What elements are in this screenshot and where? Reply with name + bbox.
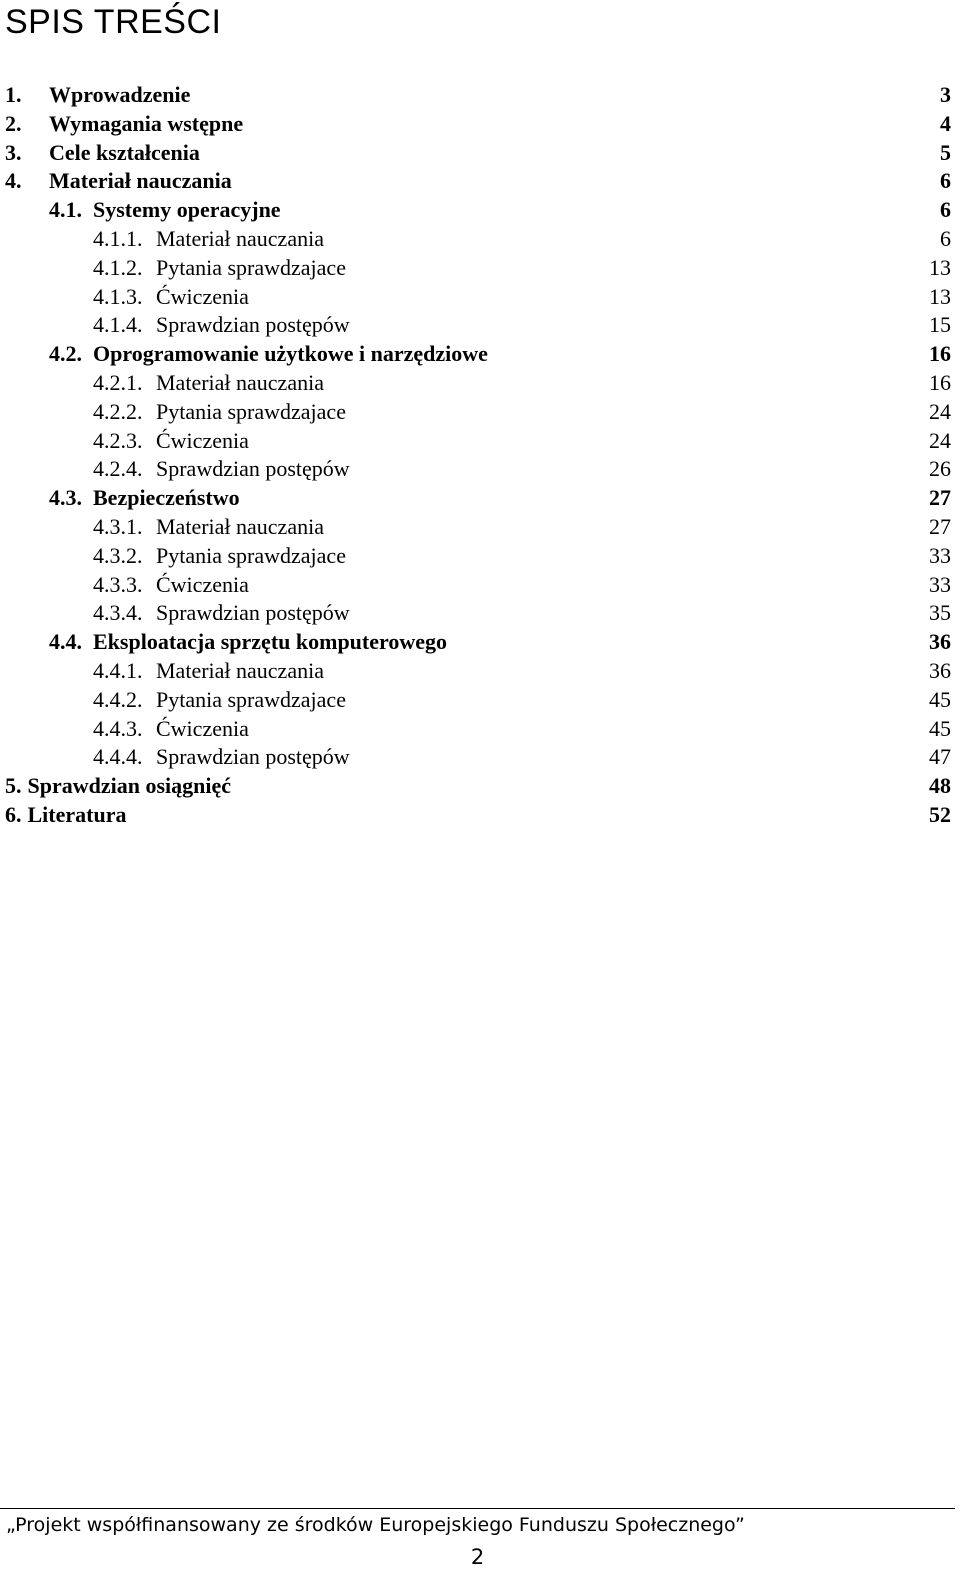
- page-number: 2: [470, 1545, 485, 1569]
- toc-entry-title: Wymagania wstępne: [49, 110, 244, 136]
- toc-entry[interactable]: [0, 426, 960, 455]
- toc-entry[interactable]: [0, 771, 960, 800]
- toc-entry-number: 4.3.2.: [93, 542, 143, 568]
- toc-entry-title: Sprawdzian osiągnięć: [27, 773, 232, 799]
- toc-entry[interactable]: [0, 282, 960, 311]
- toc-entry[interactable]: [0, 195, 960, 224]
- toc-entry-title: Cele kształcenia: [49, 139, 200, 165]
- toc-entry-number: 4.2.4.: [93, 456, 143, 482]
- toc-entry-number: 4.1.: [49, 197, 82, 223]
- toc-entry-number: 4.2.1.: [93, 370, 143, 395]
- toc-entry[interactable]: [0, 310, 960, 339]
- toc-entry-title: Ćwiczenia: [156, 571, 249, 597]
- toc-entry-number: 3.: [5, 139, 22, 165]
- toc-entry-page: 33: [929, 542, 951, 568]
- toc-entry-title: Materiał nauczania: [156, 514, 324, 539]
- toc-entry-title: Pytania sprawdzajace: [156, 254, 346, 280]
- toc-entry-page: 26: [929, 456, 951, 482]
- toc-entry-number: 2.: [5, 110, 22, 136]
- toc-entry-title: Pytania sprawdzajace: [156, 686, 346, 712]
- toc-entry-number: 4.1.2.: [93, 254, 143, 280]
- toc-entry[interactable]: [0, 339, 960, 368]
- toc-entry[interactable]: [0, 397, 960, 426]
- toc-entry-number: 4.1.4.: [93, 312, 143, 338]
- toc-entry-page: 52: [929, 802, 951, 827]
- toc-entry[interactable]: [0, 541, 960, 570]
- toc-entry-page: 15: [929, 312, 951, 338]
- toc-entry-page: 33: [929, 571, 951, 597]
- toc-entry[interactable]: [0, 166, 960, 195]
- toc-entry-page: 4: [940, 110, 951, 136]
- toc-entry-page: 6: [940, 168, 951, 194]
- toc-entry-title: Eksploatacja sprzętu komputerowego: [93, 629, 448, 655]
- toc-entry-title: Systemy operacyjne: [93, 197, 281, 223]
- toc-entry-page: 24: [929, 427, 951, 453]
- toc-entry-page: 48: [929, 773, 951, 799]
- toc-entry-page: 36: [929, 658, 951, 683]
- toc-entry-page: 27: [929, 514, 951, 539]
- toc-entry[interactable]: [0, 656, 960, 685]
- toc-entry-number: 5.: [5, 773, 22, 799]
- toc-entry[interactable]: [0, 138, 960, 167]
- toc-entry-number: 4.4.2.: [93, 686, 143, 712]
- toc-entry-number: 4.4.4.: [93, 744, 143, 770]
- toc-entry[interactable]: [0, 742, 960, 771]
- footer-text: „Projekt współfinansowany ze środków Europejskiego Funduszu Społecznego”: [6, 1514, 745, 1536]
- toc-entry-number: 4.2.: [49, 341, 82, 367]
- toc-entry[interactable]: [0, 224, 960, 253]
- toc-entry-number: 4.2.2.: [93, 398, 143, 424]
- toc-entry-number: 4.1.3.: [93, 283, 143, 309]
- toc-entry-number: 1.: [5, 82, 22, 107]
- toc-entry-page: 6: [940, 226, 951, 251]
- toc-entry-page: 45: [929, 715, 951, 741]
- toc-entry-number: 4.2.3.: [93, 427, 143, 453]
- toc-entry-page: 5: [940, 139, 951, 165]
- toc-entry-page: 13: [929, 254, 951, 280]
- toc-entry[interactable]: [0, 598, 960, 627]
- toc-entry-title: Sprawdzian postępów: [156, 456, 350, 482]
- toc-entry[interactable]: [0, 80, 960, 109]
- toc-entry-title: Ćwiczenia: [156, 715, 249, 741]
- toc-entry-number: 4.: [5, 168, 22, 194]
- toc-entry[interactable]: [0, 483, 960, 512]
- page-title: SPIS TREŚCI: [5, 3, 222, 41]
- toc-entry-title: Materiał nauczania: [156, 658, 324, 683]
- toc-entry-number: 6.: [5, 802, 22, 827]
- toc-entry-page: 13: [929, 283, 951, 309]
- toc-entry-page: 47: [929, 744, 951, 770]
- toc-entry-title: Materiał nauczania: [49, 168, 232, 194]
- toc-entry-title: Materiał nauczania: [156, 370, 324, 395]
- toc-entry[interactable]: [0, 714, 960, 743]
- toc-entry[interactable]: [0, 109, 960, 138]
- toc-entry-title: Literatura: [27, 802, 127, 827]
- toc-entry-title: Ćwiczenia: [156, 427, 249, 453]
- toc-entry[interactable]: [0, 627, 960, 656]
- toc-entry-title: Ćwiczenia: [156, 283, 249, 309]
- toc-entry-page: 24: [929, 398, 951, 424]
- toc-entry-title: Sprawdzian postępów: [156, 744, 350, 770]
- toc-entry-page: 16: [929, 370, 951, 395]
- toc-entry-number: 4.4.3.: [93, 715, 143, 741]
- toc-entry-number: 4.4.: [49, 629, 82, 655]
- toc-entry-title: Sprawdzian postępów: [156, 600, 350, 626]
- toc-entry-number: 4.3.1.: [93, 514, 143, 539]
- toc-entry-title: Bezpieczeństwo: [93, 485, 240, 511]
- toc-entry-title: Pytania sprawdzajace: [156, 398, 346, 424]
- toc-entry-number: 4.4.1.: [93, 658, 143, 683]
- toc-entry-page: 27: [929, 485, 951, 511]
- toc-entry-number: 4.1.1.: [93, 226, 143, 251]
- footer-divider: [0, 1508, 955, 1509]
- toc-entry[interactable]: [0, 253, 960, 282]
- toc-entry-page: 45: [929, 686, 951, 712]
- toc-entry[interactable]: [0, 368, 960, 397]
- toc-entry-title: Sprawdzian postępów: [156, 312, 350, 338]
- toc-entry-title: Pytania sprawdzajace: [156, 542, 346, 568]
- toc-entry-title: Oprogramowanie użytkowe i narzędziowe: [93, 341, 488, 367]
- toc-entry-title: Wprowadzenie: [49, 82, 191, 107]
- toc-entry-page: 6: [940, 197, 951, 223]
- toc-entry[interactable]: [0, 454, 960, 483]
- toc-entry[interactable]: [0, 570, 960, 599]
- toc-entry-number: 4.3.3.: [93, 571, 143, 597]
- toc-entry-page: 16: [929, 341, 951, 367]
- toc-entry[interactable]: [0, 512, 960, 541]
- toc-entry[interactable]: [0, 685, 960, 714]
- toc-entry-number: 4.3.: [49, 485, 82, 511]
- toc-entry-title: Materiał nauczania: [156, 226, 324, 251]
- toc-entry-page: 3: [940, 82, 951, 107]
- toc-entry[interactable]: [0, 800, 960, 829]
- toc-entry-page: 35: [929, 600, 951, 626]
- toc-entry-number: 4.3.4.: [93, 600, 143, 626]
- toc-entry-page: 36: [929, 629, 951, 655]
